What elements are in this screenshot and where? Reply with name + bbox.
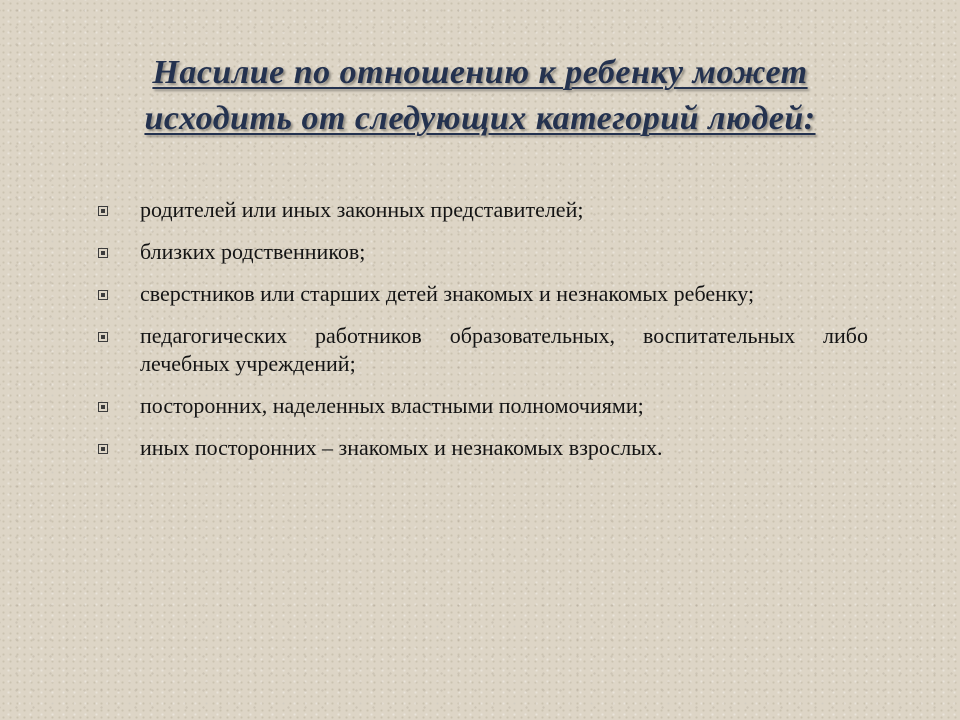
slide-title-line-2: исходить от следующих категорий людей: <box>144 100 816 137</box>
list-item-text: близких родственников; <box>140 239 366 264</box>
category-list <box>96 196 868 476</box>
slide-title <box>90 50 870 142</box>
square-bullet-icon <box>98 206 108 216</box>
slide-title-line-1: Насилие по отношению к ребенку может <box>152 54 808 91</box>
list-item <box>96 238 868 266</box>
list-item-text: родителей или иных законных представителей; <box>140 197 584 222</box>
list-item <box>96 196 868 224</box>
list-item <box>96 434 868 462</box>
square-bullet-icon <box>98 248 108 258</box>
list-item-text: сверстников или старших детей знакомых и незнакомых ребенку; <box>140 281 755 306</box>
list-item-text: посторонних, наделенных властными полномочиями; <box>140 393 644 418</box>
square-bullet-icon <box>98 444 108 454</box>
square-bullet-icon <box>98 332 108 342</box>
list-item-text: иных посторонних – знакомых и незнакомых взрослых. <box>140 435 663 460</box>
list-item <box>96 322 868 378</box>
list-item <box>96 280 868 308</box>
square-bullet-icon <box>98 402 108 412</box>
square-bullet-icon <box>98 290 108 300</box>
list-item <box>96 392 868 420</box>
list-item-text: педагогических работников образовательных, воспитательных либо лечебных учреждений; <box>140 323 868 376</box>
